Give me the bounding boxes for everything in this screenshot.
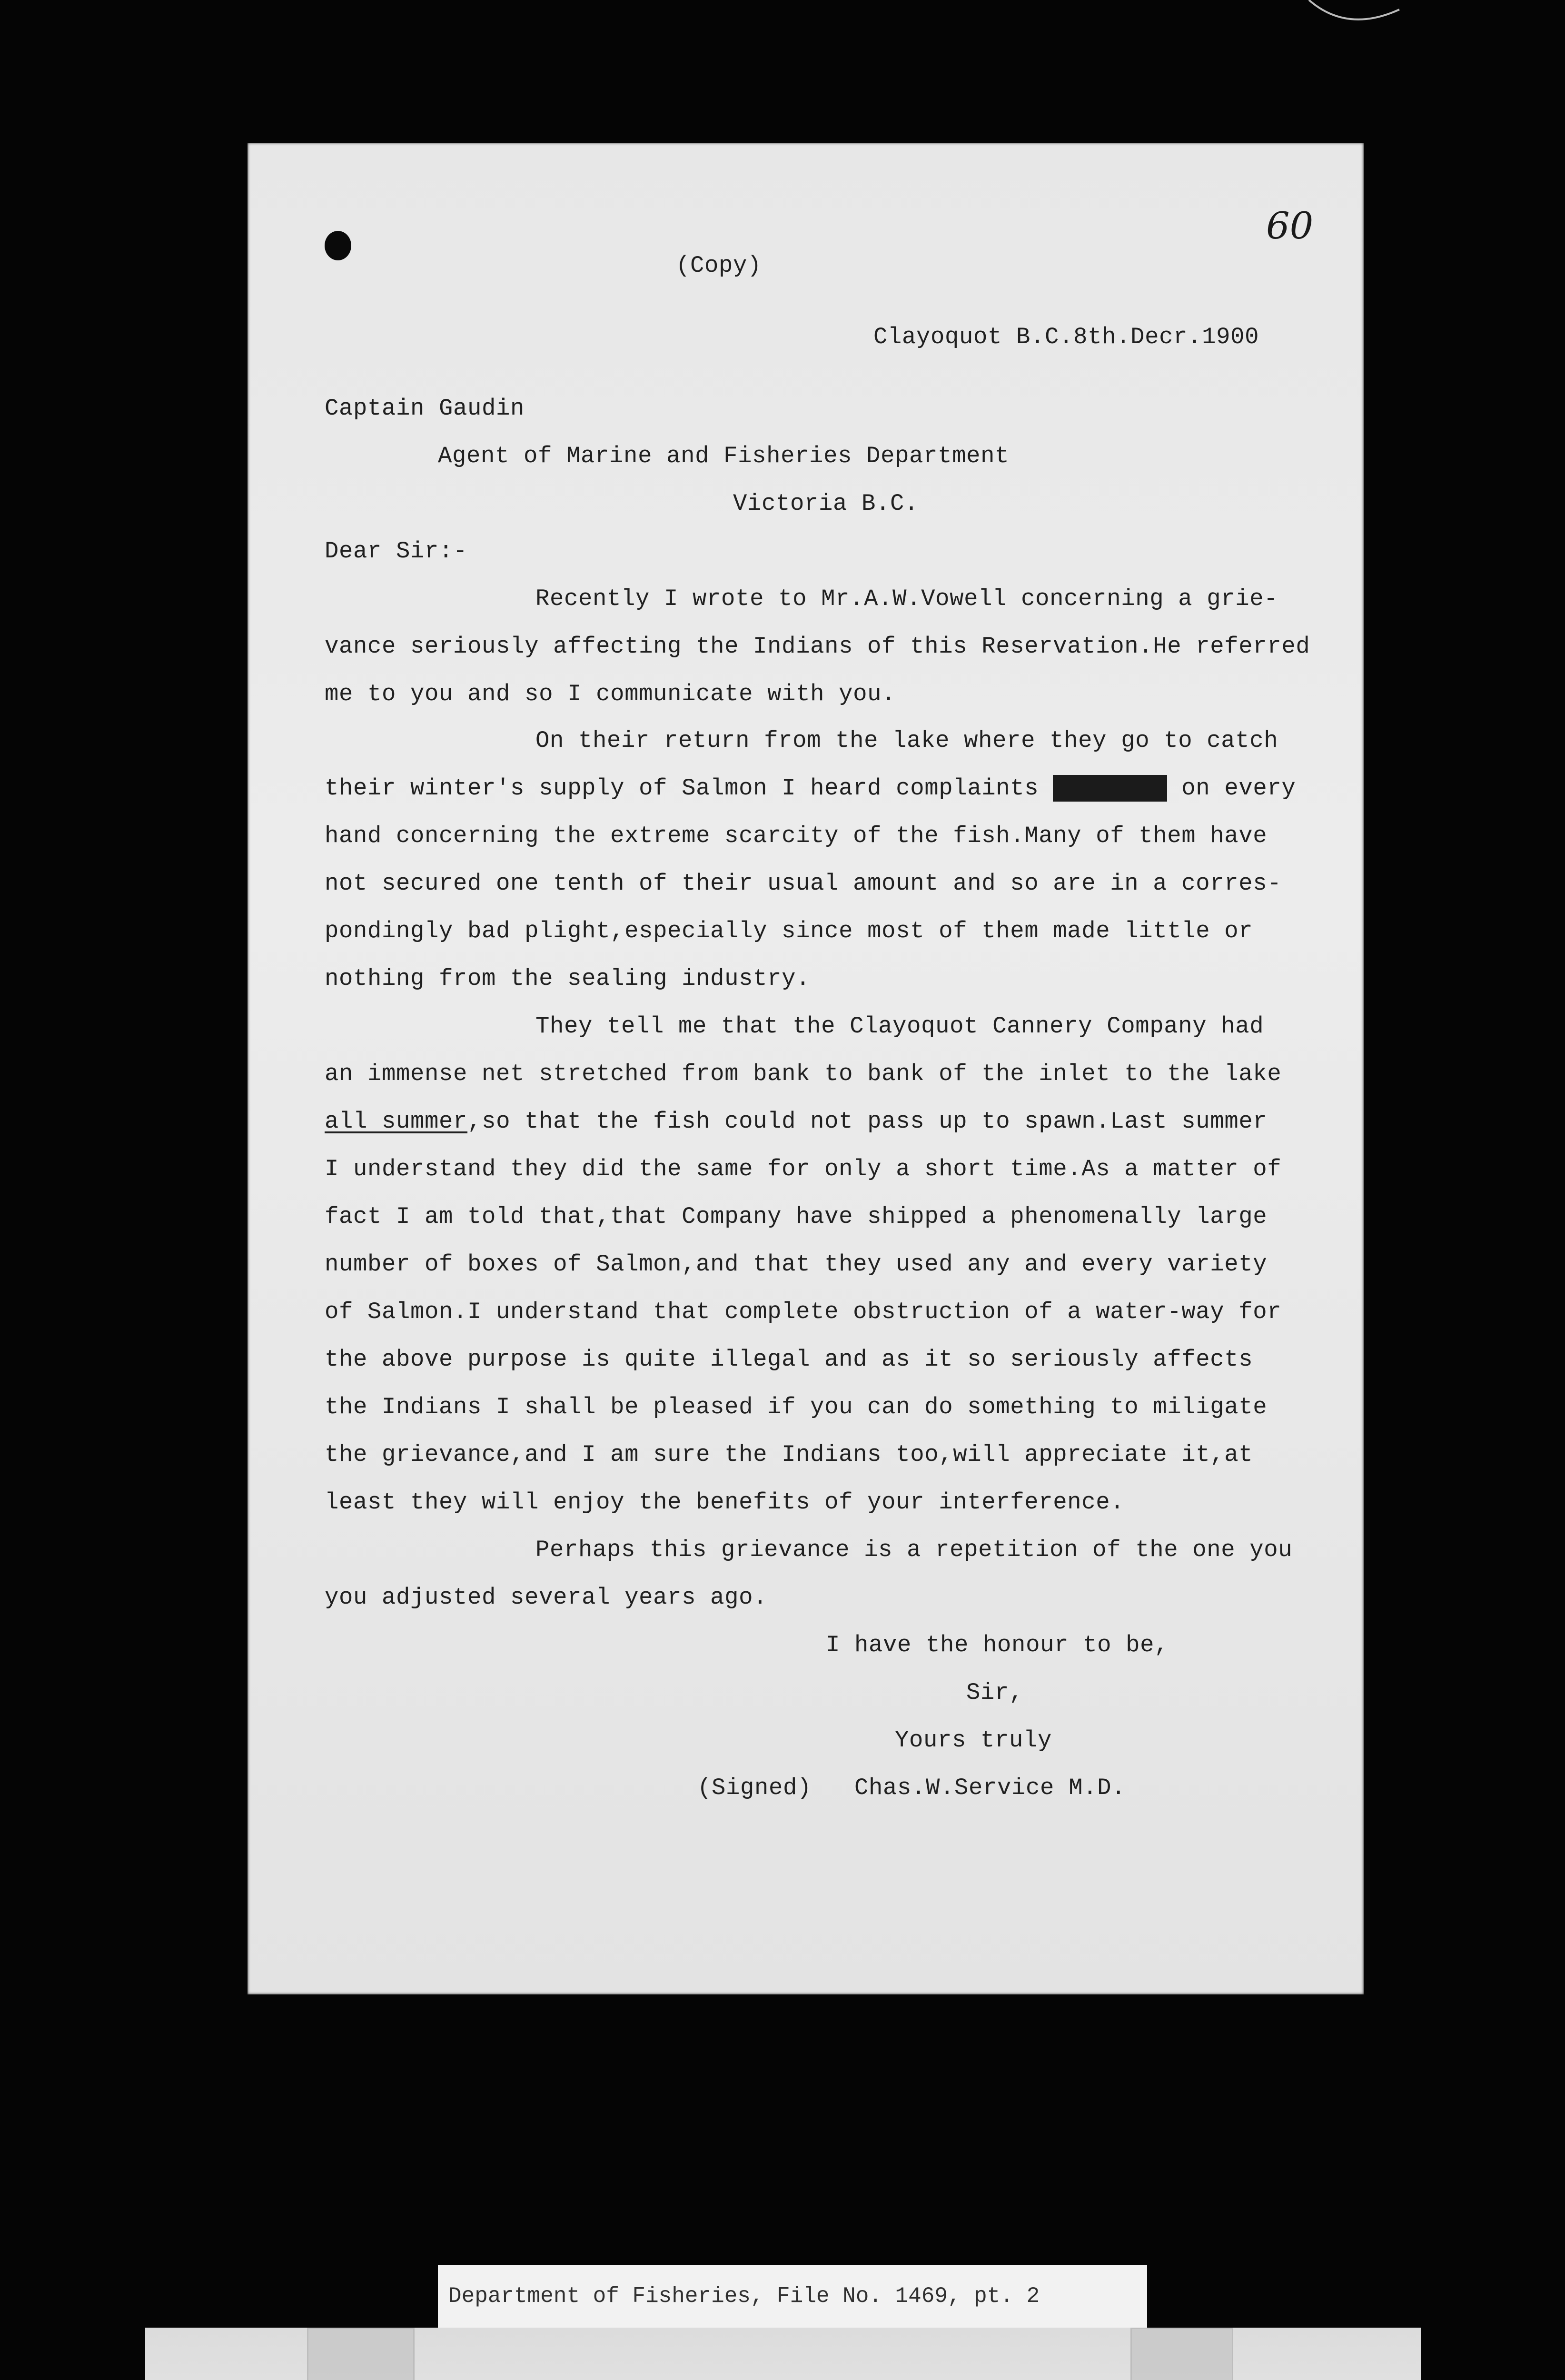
addressee-location: Victoria B.C.: [733, 490, 919, 517]
file-label-text: Department of Fisheries, File No. 1469, pt. 2: [448, 2284, 1040, 2309]
body-line: not secured one tenth of their usual amount and so are in a corres-: [325, 870, 1282, 897]
body-line: Perhaps this grievance is a repetition of the one you: [535, 1537, 1293, 1563]
body-line: Recently I wrote to Mr.A.W.Vowell concerning a grie-: [535, 585, 1278, 612]
letter-sheet: [248, 143, 1364, 1994]
tape-strip: [307, 2328, 415, 2380]
body-line: On their return from the lake where they go to catch: [535, 727, 1278, 754]
addressee-title: Agent of Marine and Fisheries Department: [438, 443, 1010, 469]
body-line: the grievance,and I am sure the Indians too,will appreciate it,at: [325, 1441, 1253, 1468]
body-line: nothing from the sealing industry.: [325, 965, 811, 992]
body-line: [325, 775, 1296, 802]
body-line: pondingly bad plight,especially since most of them made little or: [325, 918, 1253, 944]
body-line: [325, 1108, 1267, 1135]
corner-edge-mark: [1304, 0, 1409, 29]
closing-line: I have the honour to be,: [826, 1632, 1169, 1658]
body-text: ,so that the fish could not pass up to spawn.Last summer: [467, 1108, 1268, 1135]
salutation: Dear Sir:-: [325, 538, 468, 565]
body-line: me to you and so I communicate with you.: [325, 681, 896, 707]
signed-label: (Signed): [697, 1775, 812, 1801]
dateline: Clayoquot B.C.8th.Decr.1900: [873, 324, 1259, 350]
archive-stamp: [145, 2328, 1421, 2380]
body-line: vance seriously affecting the Indians of this Reservation.He referred: [325, 633, 1310, 660]
copy-label: (Copy): [676, 252, 762, 279]
body-line: number of boxes of Salmon,and that they used any and every variety: [325, 1251, 1268, 1278]
body-line: an immense net stretched from bank to bank of the inlet to the lake: [325, 1061, 1282, 1087]
closing-line: Sir,: [966, 1679, 1024, 1706]
body-line: the above purpose is quite illegal and as it so seriously affects: [325, 1346, 1253, 1373]
body-line: least they will enjoy the benefits of your interference.: [325, 1489, 1125, 1516]
body-line: They tell me that the Clayoquot Cannery Company had: [535, 1013, 1264, 1040]
tape-strip: [1130, 2328, 1233, 2380]
body-line: hand concerning the extreme scarcity of the fish.Many of them have: [325, 823, 1268, 849]
addressee-name: Captain Gaudin: [325, 395, 525, 422]
body-text: their winter's supply of Salmon I heard complaints: [325, 775, 1053, 802]
signature: Chas.W.Service M.D.: [854, 1775, 1126, 1801]
body-line: you adjusted several years ago.: [325, 1584, 768, 1611]
body-line: the Indians I shall be pleased if you can do something to miligate: [325, 1394, 1268, 1420]
underlined-text: all summer: [325, 1108, 468, 1135]
body-text: on every: [1167, 775, 1296, 802]
punch-hole: [325, 231, 351, 260]
page-number: 60: [1266, 205, 1314, 248]
body-line: of Salmon.I understand that complete obstruction of a water-way for: [325, 1299, 1282, 1325]
body-line: I understand they did the same for only a short time.As a matter of: [325, 1156, 1282, 1182]
body-line: fact I am told that,that Company have shipped a phenomenally large: [325, 1203, 1268, 1230]
struck-out-text: [1053, 775, 1167, 802]
file-label: [438, 2265, 1147, 2331]
closing-line: Yours truly: [895, 1727, 1052, 1754]
